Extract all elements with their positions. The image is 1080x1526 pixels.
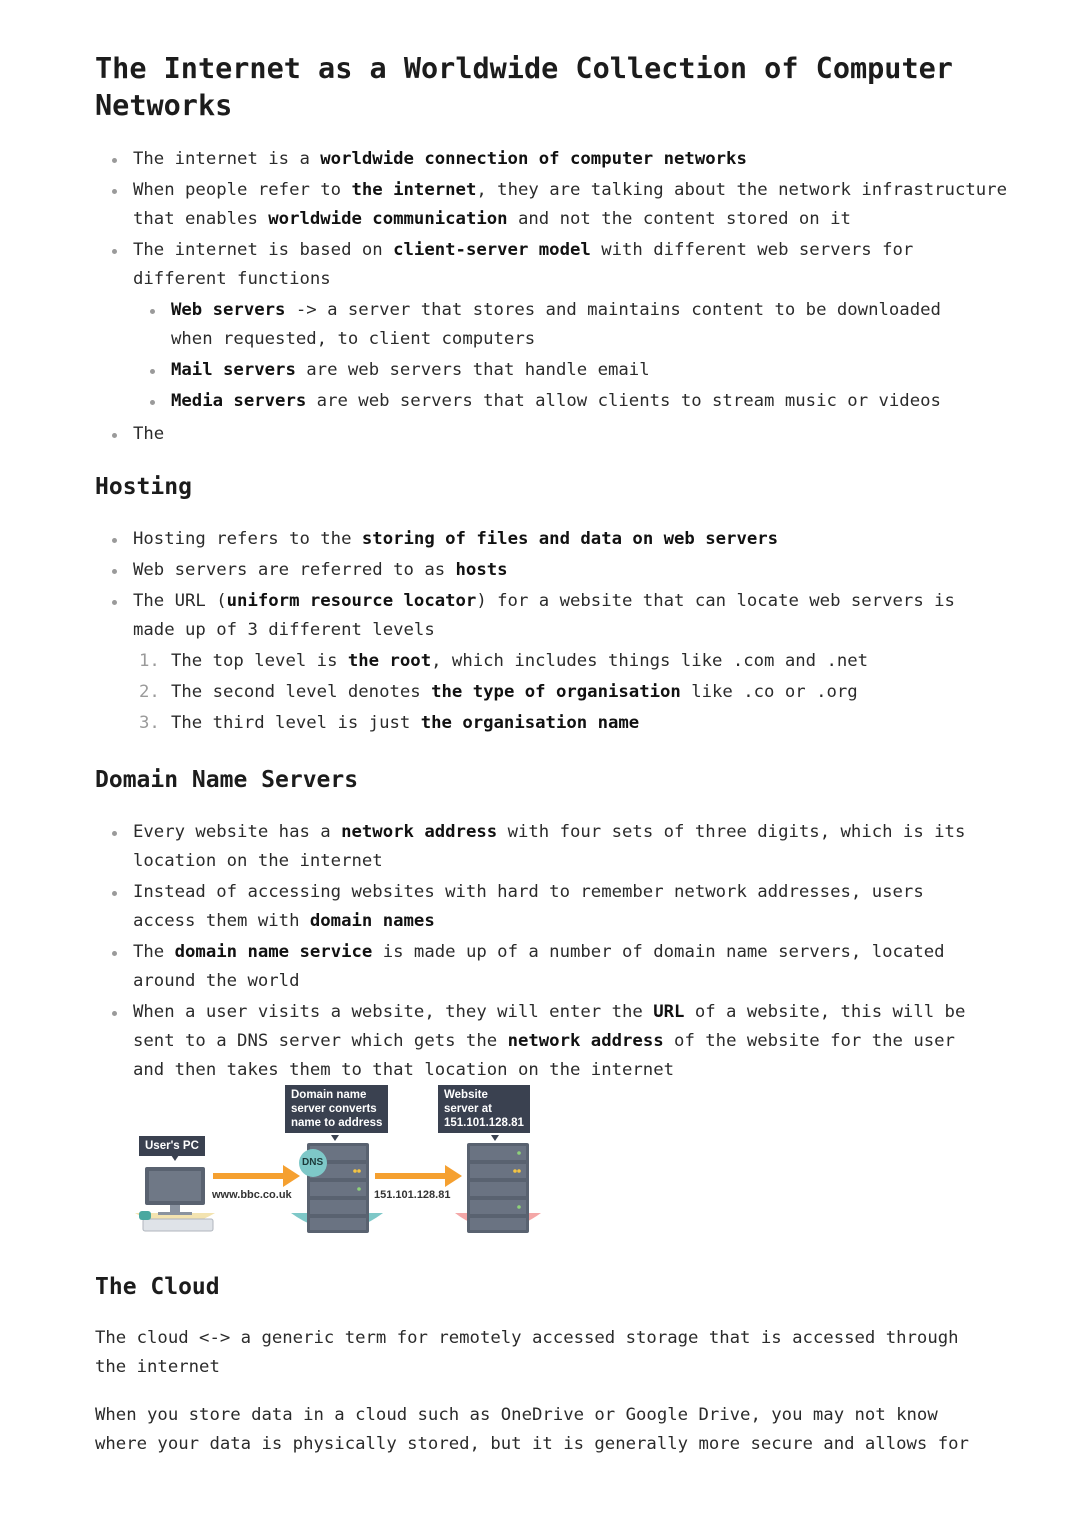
hosting-heading: Hosting [95,474,192,500]
keyboard-icon [143,1219,213,1231]
hosting-list: Hosting refers to the storing of files and data on web servers Web servers are referred to as hosts The URL (uniform resource locator) for a website that can locate web servers is made up of 3 different levels 1. The top level is the root, which includes things like .com and .net 2. The second level denotes the type of organisation like .co or .org 3. The third level is just the organisation name [95,525,995,738]
sub-list-item: Mail servers are web servers that handle email [95,356,995,385]
ip-address-text: 151.101.128.81 [374,1189,451,1201]
user-pc-label: User's PC [139,1136,205,1156]
sub-list-item: Web servers -> a server that stores and maintains content to be downloaded [95,296,995,325]
dns-heading: Domain Name Servers [95,767,359,793]
dns-server-label: Domain name server converts name to address [285,1085,388,1133]
cloud-heading: The Cloud [95,1274,220,1300]
intro-list: The internet is a worldwide connection of computer networks When people refer to the internet, they are talking about the network infrastructure that enables worldwide communication and not the content stored on it The internet is based on client-server model with different web servers for different functions Web servers -> a server that stores and maintains content to be downloaded when requested, to client computers Mail servers are web servers that handle email Media servers are web servers that allow clients to stream music or videos The [95,145,995,449]
list-item: Instead of accessing websites with hard to remember network addresses, users [95,878,995,907]
list-item: The internet is a worldwide connection of computer networks [95,145,995,174]
numbered-item: 1. The top level is the root, which includes things like .com and .net [139,651,869,671]
web-server-icon [467,1143,529,1233]
paragraph-line: When you store data in a cloud such as OneDrive or Google Drive, you may not know [95,1405,938,1425]
paragraph-line: The cloud <-> a generic term for remotely accessed storage that is accessed through [95,1328,959,1348]
sub-list-item: Media servers are web servers that allow clients to stream music or videos [95,387,995,416]
cloud-text [95,1324,995,1459]
page-title: The Internet as a Worldwide Collection of Computer Networks [95,52,953,122]
numbered-item: 3. The third level is just the organisation name [139,713,640,733]
list-item: Hosting refers to the storing of files and data on web servers [95,525,995,554]
dns-diagram [95,1085,555,1245]
paragraph-line: where your data is physically stored, but it is generally more secure and allows for [95,1434,969,1454]
list-item: Web servers are referred to as hosts [95,556,995,585]
numbered-item: 2. The second level denotes the type of organisation like .co or .org [139,682,858,702]
list-item: When people refer to the internet, they are talking about the network infrastructure [95,176,995,205]
mouse-icon [139,1211,151,1220]
dns-badge: DNS [302,1157,324,1168]
web-server-label: Website server at 151.101.128.81 [438,1085,530,1133]
dns-list: Every website has a network address with four sets of three digits, which is its location on the internet Instead of accessing websites with hard to remember network addresses, users access them with domain names The domain name service is made up of a number of domain name servers, located around the world When a user visits a website, they will enter the URL of a website, this will be sent to a DNS server which gets the network address of the website for the user and then takes them to that location on the internet [95,818,995,1085]
list-item: The domain name service is made up of a number of domain name servers, located [95,938,995,967]
domain-name-text: www.bbc.co.uk [212,1189,292,1201]
list-item: The URL (uniform resource locator) for a website that can locate web servers is [95,587,995,616]
list-item: Every website has a network address with four sets of three digits, which is its [95,818,995,847]
list-item: When a user visits a website, they will enter the URL of a website, this will be [95,998,995,1027]
list-item: The [95,420,995,449]
list-item: The internet is based on client-server model with different web servers for [95,236,995,265]
paragraph-line: the internet [95,1357,220,1377]
